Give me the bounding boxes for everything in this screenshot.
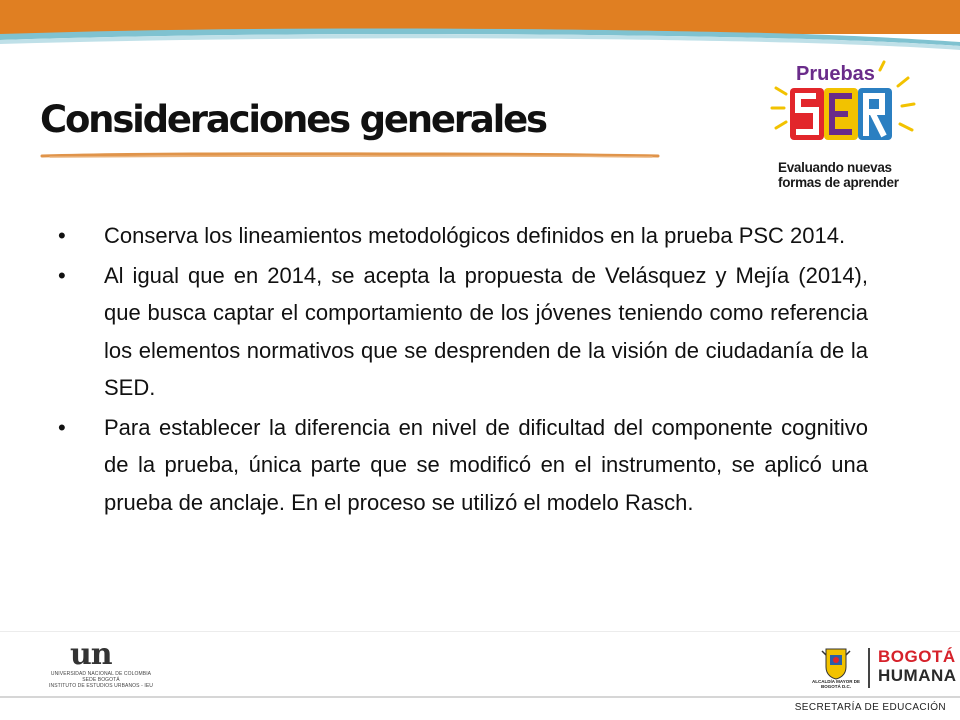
bullet-text: Al igual que en 2014, se acepta la propuesta de Velásquez y Mejía (2014), que busca captar el comportamiento de los jóvenes teniendo como referencia los elementos normativos que se desprenden de la visión de ciudadanía de la SED.	[104, 262, 868, 400]
bullet-dot-icon: •	[58, 262, 66, 288]
slide-title: Consideraciones generales	[40, 98, 546, 141]
un-logo-line2: SEDE BOGOTÁ	[82, 677, 120, 683]
bullet-text: Para establecer la diferencia en nivel de dificultad del componente cognitivo de la prueba, única parte que se modificó en el instrumento, se aplicó una prueba de anclaje. En el proceso se utilizó el modelo Rasch.	[104, 414, 868, 515]
logo-tagline-line1: Evaluando nuevas	[778, 160, 892, 175]
un-logo-line3: INSTITUTO DE ESTUDIOS URBANOS - IEU	[49, 683, 153, 689]
logo-tagline	[778, 160, 918, 190]
logo-pruebas-text: Pruebas	[796, 63, 875, 85]
un-logo-line1: UNIVERSIDAD NACIONAL DE COLOMBIA	[50, 671, 152, 677]
bullet-dot-icon: •	[58, 223, 66, 248]
bullet-item	[58, 257, 868, 407]
secretaria-label: SECRETARÍA DE EDUCACIÓN	[794, 702, 946, 713]
bogota-logo-top: BOGOTÁ	[878, 647, 956, 666]
title-underline-stroke	[40, 150, 660, 160]
un-logo-text	[36, 671, 166, 689]
un-logo-mark: un	[70, 637, 112, 672]
bullet-item	[58, 217, 868, 255]
bullet-text: Conserva los lineamientos metodológicos definidos en la prueba PSC 2014.	[104, 223, 846, 248]
logo-tagline-line2: formas de aprender	[778, 175, 899, 190]
bullet-dot-icon: •	[58, 414, 66, 440]
footer-logo-separator	[868, 648, 870, 688]
bullet-item	[58, 409, 868, 522]
alcaldia-text: ALCALDÍA MAYOR DE BOGOTÁ D.C.	[812, 679, 860, 689]
footer-divider-top	[0, 631, 960, 632]
bullet-list	[58, 217, 868, 523]
bogota-logo-bottom: HUMANA	[878, 666, 957, 685]
footer-divider-bottom	[0, 696, 960, 698]
top-wave-decoration	[0, 24, 960, 60]
